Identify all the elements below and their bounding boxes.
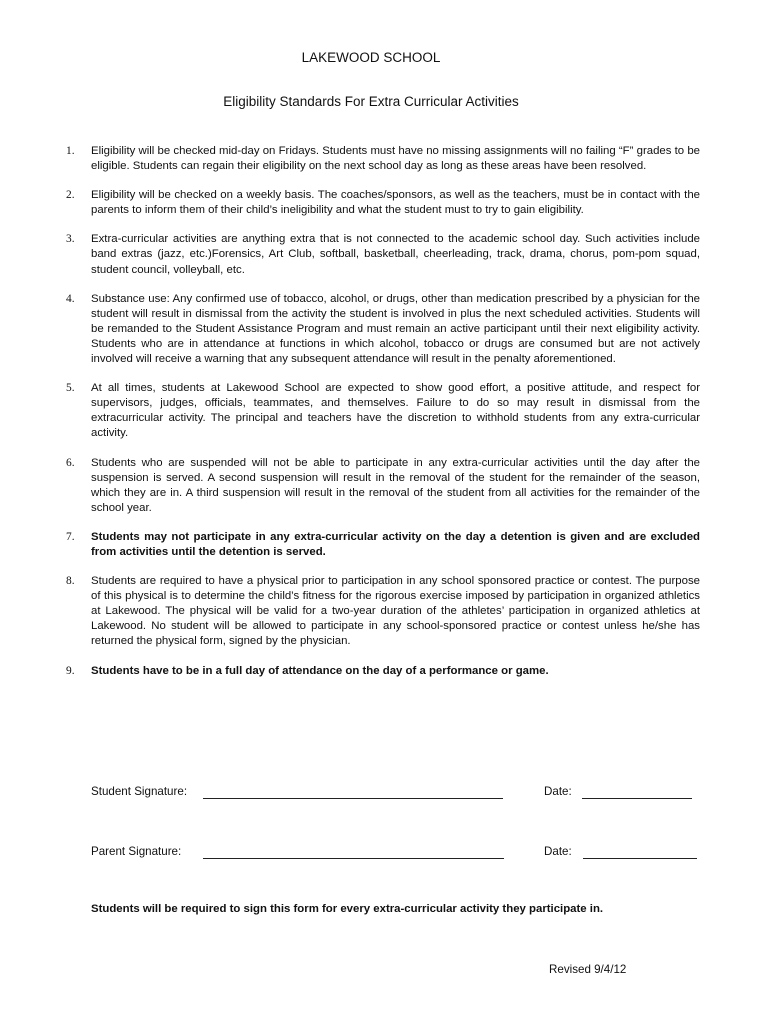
list-item-number: 4. (66, 292, 75, 305)
list-item-text: At all times, students at Lakewood School are expected to show good effort, a positive attitude, and respect for supervisors, judges, officials, teammates, and themselves. Failure to do so may result in dismissal from the extracurricular activity. The principal and teachers have the discretion to withhold students from any extra-curricular activity. (91, 382, 700, 440)
student-signature-label: Student Signature: (91, 785, 188, 798)
list-item (66, 530, 700, 560)
list-item-text: Students are required to have a physical prior to participation in any school sponsored practice or contest. The purpose of this physical is to determine the child’s fitness for the rigorous exercise imposed by participation in organized athletics at Lakewood. The physical will be valid for a two-year duration of the athletes’ participation in organized athletics at Lakewood. No student will be allowed to participate in any school-sponsored practice or contest unless he/she has returned the physical form, signed by the physician. (91, 575, 700, 648)
list-item (66, 574, 700, 649)
student-date-label: Date: (544, 785, 572, 798)
school-name: LAKEWOOD SCHOOL (301, 50, 441, 65)
list-item (66, 381, 700, 441)
parent-date-line[interactable] (583, 858, 697, 859)
list-item-text: Extra-curricular activities are anything extra that is not connected to the academic school day. Such activities include band extras (jazz, etc.)Forensics, Art Club, softball, basketball, cheerleading, track, drama, chorus, pom-pom squad, student council, volleyball, etc. (91, 233, 700, 276)
list-item-text: Eligibility will be checked on a weekly basis. The coaches/sponsors, as well as the teachers, must be in contact with the parents to inform them of their child’s ineligibility and what the student must to try to gain eligibility. (91, 189, 700, 217)
list-item-number: 7. (66, 530, 75, 543)
list-item (66, 188, 700, 218)
list-item-text: Students have to be in a full day of attendance on the day of a performance or game. (91, 664, 549, 677)
student-signature-line[interactable] (203, 798, 503, 799)
eligibility-rules-list (66, 144, 700, 679)
list-item-text: Students who are suspended will not be able to participate in any extra-curricular activities until the day after the suspension is served. A second suspension will result in the removal of the student for the remainder of the season, which they are in. A third suspension will result in the removal of the student from all activities for the remainder of the school year. (91, 456, 700, 514)
list-item-number: 5. (66, 382, 75, 395)
list-item-number: 3. (66, 233, 75, 246)
parent-signature-line[interactable] (203, 858, 504, 859)
list-item-text: Substance use: Any confirmed use of tobacco, alcohol, or drugs, other than medication prescribed by a physician for the student will result in dismissal from the activity the student is involved in plus the next scheduled activities. Students will be remanded to the Student Assistance Program and must remain an active participant until their next eligibility activity. Students who are in attendance at functions in which alcohol, tobacco or drugs are consumed but are not actively involved will receive a warning that any subsequent attendance will result in the penalty aforementioned. (91, 292, 700, 366)
list-item (66, 456, 700, 516)
list-item (66, 232, 700, 277)
list-item (66, 664, 700, 679)
list-item-number: 2. (66, 189, 75, 202)
revision-date: Revised 9/4/12 (549, 963, 627, 976)
parent-date-label: Date: (544, 845, 572, 858)
list-item-number: 6. (66, 456, 75, 469)
document-title: Eligibility Standards For Extra Curricular Activities (223, 94, 519, 109)
list-item-number: 9. (66, 664, 75, 677)
parent-signature-label: Parent Signature: (91, 845, 182, 858)
student-date-line[interactable] (582, 798, 692, 799)
list-item (66, 144, 700, 174)
list-item-text: Students may not participate in any extra-curricular activity on the day a detention is given and are excluded from activities until the detention is served. (91, 530, 700, 558)
list-item-text: Eligibility will be checked mid-day on Fridays. Students must have no missing assignments will no failing “F” grades to be eligible. Students can regain their eligibility on the next school day as long as these areas have been resolved. (91, 145, 700, 173)
list-item (66, 292, 700, 367)
footer-note: Students will be required to sign this form for every extra-curricular activity they participate in. (91, 903, 604, 915)
list-item-number: 8. (66, 575, 75, 588)
list-item-number: 1. (66, 145, 75, 157)
